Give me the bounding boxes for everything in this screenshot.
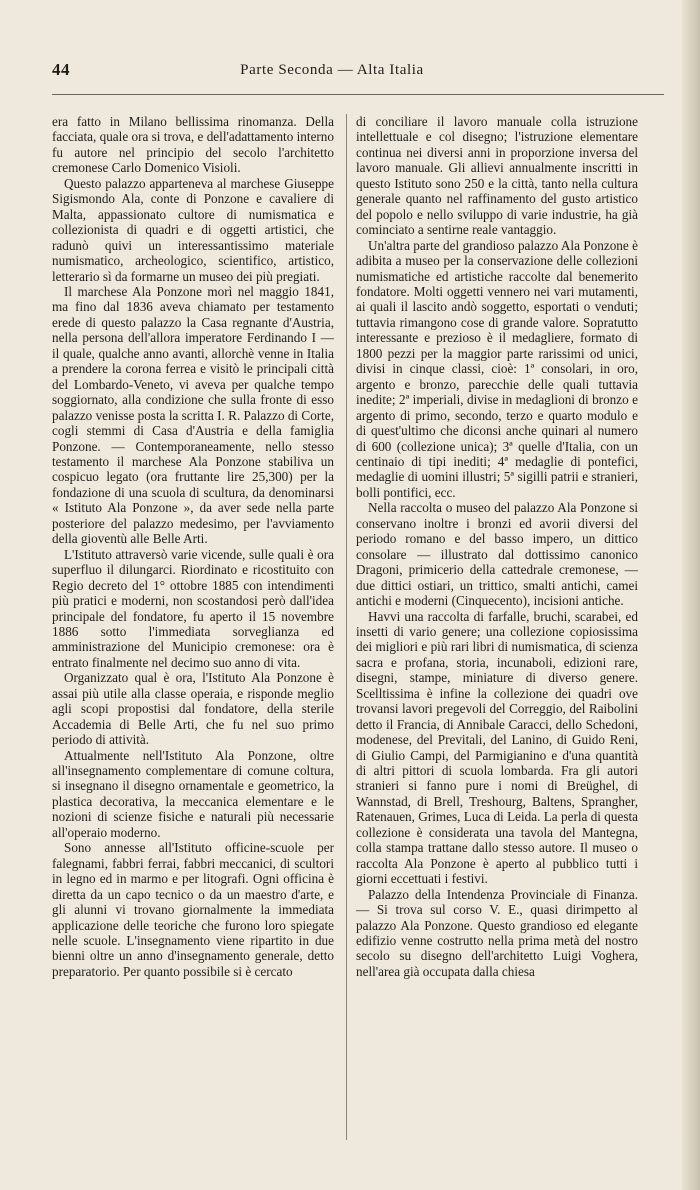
page-number: 44 xyxy=(52,60,70,79)
left-column xyxy=(52,114,334,979)
paragraph: Un'altra parte del grandioso palazzo Ala Ponzone è adibita a museo per la conservazione delle collezioni numismatiche ed artistiche raccolte dal benemerito fondatore. Molti oggetti vennero nei vari mutamenti, ai quali il lascito andò soggetto, esportati o venduti; tuttavia rimangono cose di grande valore. Sopratutto interessante e prezioso è il medagliere, formato di 1800 pezzi per la maggior parte rarissimi od unici, divisi in cinque classi, cioè: 1ª consolari, in oro, argento e bronzo, parecchie delle quali tuttavia inedite; 2ª imperiali, divise in medaglioni di bronzo e argento di primo, secondo, terzo e quarto modulo e di quest'ultimo che diconsi anche quinari al numero di 600 (collezione unica); 3ª quelle d'Italia, con un centinaio di tipi inediti; 4ª medaglie di pontefici, medaglie di uomini illustri; 5ª sigilli patrii e stranieri, bolli pontifici, ecc. xyxy=(356,237,638,500)
page-header xyxy=(52,60,652,82)
paragraph: L'Istituto attraversò varie vicende, sulle quali è ora superfluo il dilungarci. Riordinato e ricostituito con Regio decreto del 1° ottobre 1885 con intendimenti più pratici e moderni, non scostandosi però dall'idea principale del fondatore, fu aperto il 15 novembre 1886 sotto l'immediata sorveglianza ed amministrazione del Municipio cremonese: ora è entrato finalmente nel decimo suo anno di vita. xyxy=(52,546,334,670)
running-title: Parte Seconda — Alta Italia xyxy=(240,62,424,78)
paragraph: di conciliare il lavoro manuale colla istruzione intellettuale e col disegno; l'istruzione elementare continua nei diversi anni in proporzione inversa del lavoro manuale. Gli allievi annualmente inscritti in questo Istituto sono 250 e la città, tanto nella cultura generale quanto nel raffinamento del gusto artistico del popolo e nello sviluppo di varie industrie, ha già cominciato a sentirne reale vantaggio. xyxy=(356,114,638,238)
page-edge-shadow xyxy=(682,0,700,1190)
paragraph: Questo palazzo apparteneva al marchese Giuseppe Sigismondo Ala, conte di Ponzone e cavaliere di Malta, appassionato cultore di numismatica e collezionista di quadri e di oggetti artistici, che radunò quivi un interessantissimo materiale numismatico, archeologico, scientifico, artistico, letterario sì da formarne un museo dei più pregiati. xyxy=(52,175,334,284)
header-rule xyxy=(52,94,664,95)
paragraph: era fatto in Milano bellissima rinomanza. Della facciata, quale ora si trova, e dell'adattamento interno fu autore nel principio del secolo l'architetto cremonese Carlo Domenico Visioli. xyxy=(52,114,334,176)
paragraph: Havvi una raccolta di farfalle, bruchi, scarabei, ed insetti di vario genere; una collezione copiosissima dei migliori e più rari libri di numismatica, di scienza sacra e profana, storia, incunaboli, edizioni rare, disegni, stampe, miniature di diverso genere. Scelltissima è infine la collezione dei quadri ove trovansi lavori pregevoli del Correggio, del Raibolini detto il Francia, di Annibale Caracci, dello Schedoni, modenese, del Previtali, del Lanino, di Guido Reni, di Giulio Campi, del Parmigianino e d'una quantità di altri pittori di scuola lombarda. Fra gli autori stranieri si fanno pure i nomi di Breüghel, di Wannstad, di Brell, Treshourg, Baltens, Sprangher, Ratenauen, Grimes, Luca di Leida. La perla di questa collezione è considerata una tavola del Mantegna, colla stampa trattane dallo stesso autore. Il museo o raccolta Ala Ponzone è aperto al pubblico tutti i giorni eccettuati i festivi. xyxy=(356,608,638,887)
right-column xyxy=(356,114,638,979)
paragraph: Il marchese Ala Ponzone morì nel maggio 1841, ma fino dal 1836 aveva chiamato per testamento erede di questo palazzo la Casa regnante d'Austria, nella persona dell'allora imperatore Ferdinando I — il quale, qualche anno avanti, allorchè venne in Italia a prendere la corona ferrea e visitò le principali città del Lombardo-Veneto, vi aveva per qualche tempo soggiornato, alla condizione che sulla fronte di esso palazzo venisse posta la scritta I. R. Palazzo di Corte, cogli stemmi di Casa d'Austria e della famiglia Ponzone. — Contemporaneamente, nello stesso testamento il marchese Ala Ponzone stabiliva un cospicuo legato (ora fruttante lire 25,300) per la fondazione di una scuola di scultura, da denominarsi « Istituto Ala Ponzone », da aver sede nella parte posteriore del palazzo medesimo, per l'avviamento della gioventù alle Belle Arti. xyxy=(52,283,334,547)
paragraph: Palazzo della Intendenza Provinciale di Finanza. — Si trova sul corso V. E., quasi dirimpetto al palazzo Ala Ponzone. Questo grandioso ed elegante edifizio venne costrutto nella prima metà del nostro secolo su disegno dell'architetto Luigi Voghera, nell'area già occupata dalla chiesa xyxy=(356,886,638,979)
paragraph: Attualmente nell'Istituto Ala Ponzone, oltre all'insegnamento complementare di comune coltura, si insegnano il disegno ornamentale e geometrico, la plastica decorativa, la meccanica elementare e le nozioni di scienze fisiche e naturali più necessarie all'operaio moderno. xyxy=(52,747,334,840)
paragraph: Organizzato qual è ora, l'Istituto Ala Ponzone è assai più utile alla classe operaia, e risponde meglio agli scopi propostisi dal fondatore, della sterile Accademia di Belle Arti, che fu nel suo primo periodo di attività. xyxy=(52,670,334,748)
paragraph: Nella raccolta o museo del palazzo Ala Ponzone si conservano inoltre i bronzi ed avorii diversi del periodo romano e del basso impero, un dittico consolare — illustrato dal dottissimo canonico Dragoni, primicerio della cattedrale cremonese, — due dittici ostiari, un trittico, smalti antichi, camei antichi e moderni (Cinquecento), incisioni antiche. xyxy=(356,500,638,609)
paragraph: Sono annesse all'Istituto officine-scuole per falegnami, fabbri ferrai, fabbri meccanici, di scultori in legno ed in marmo e per litografi. Ogni officina è diretta da un capo tecnico o da un maestro d'arte, e gli alunni vi trovano giornalmente la immediata applicazione delle teoriche che furono loro spiegate nelle scuole. L'insegnamento viene ripartito in due bienni oltre un anno d'insegnamento generale, detto preparatorio. Per quanto possibile si è cercato xyxy=(52,840,334,979)
column-divider xyxy=(346,114,347,1140)
